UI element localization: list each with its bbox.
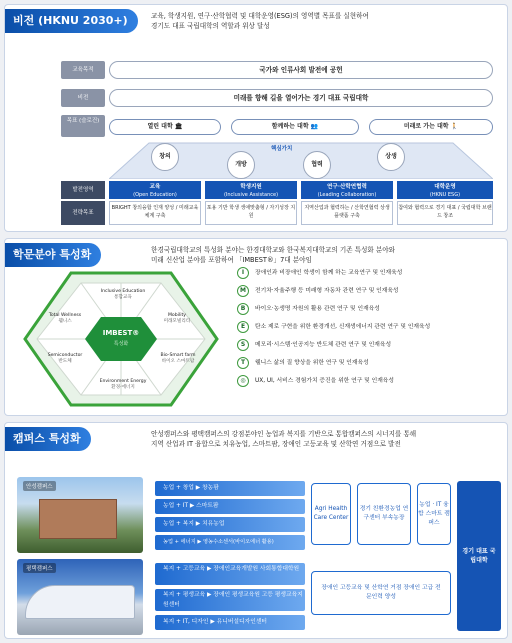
area-education: 교육 (Open Education) [109, 181, 201, 199]
eco-agri-center-box: 경기 친환경농업 연구센터 부속농장 [357, 483, 411, 545]
education-purpose: 국가와 인류사회 발전에 공헌 [109, 61, 493, 79]
area-research: 연구·산학연협력 (Leading Collaboration) [301, 181, 393, 199]
area-student: 학생지원 (Inclusive Assistance) [205, 181, 297, 199]
strategy-research: 지역산업과 협력하는 / 산학연협력 상생플랫폼 구축 [301, 201, 393, 225]
campus-intro: 안성캠퍼스와 평택캠퍼스의 강점분야인 농업과 복지를 기반으로 통합캠퍼스의 시너지를 통해 지역 산업과 IT 융합으로 치유농업, 스마트팜, 장애인 고등교육 및 산학연 거점으로 발전 [151, 430, 417, 448]
hex-label-mobility: Mobility 미래모빌리티 [163, 313, 191, 324]
core-values-title: 핵심가치 [271, 146, 293, 152]
hex-center-sub: 특성화 [113, 341, 129, 347]
building-icon: 🏛 [174, 123, 183, 130]
pyeongtaek-building [25, 585, 135, 619]
academic-header: 학문분야 특성화 [5, 243, 101, 267]
item-bio: B 바이오·농생명 자원의 활용 관련 연구 및 인재육성 [237, 303, 380, 315]
campus-header: 캠퍼스 특성화 [5, 427, 91, 451]
hex-label-wellness: Total Wellness 웰니스 [48, 313, 82, 324]
value-openness: 개방 [227, 151, 255, 179]
strategy-label: 전략목표 [61, 201, 105, 225]
area-operation: 대학운영 (HKNU ESG) [397, 181, 493, 199]
strategy-student: 포용 기반 학생 생애맞춤형 / 자기성장 지원 [205, 201, 297, 225]
gyeonggi-flagship-box: 경기 대표 국립대학 [457, 481, 501, 631]
item-inclusive: I 장애인과 비장애인 학생이 함께 하는 교육연구 및 인재육성 [237, 267, 402, 279]
anseong-program-1: 농업 + 창업 ▶ 창농팜 [155, 481, 305, 496]
value-coexistence: 상생 [377, 143, 405, 171]
hex-label-bio: Bio-Smart farm 바이오 스마트팜 [160, 353, 196, 364]
anseong-campus-photo [17, 477, 143, 553]
row-label-goal: 목표 (슬로건) [61, 115, 105, 137]
anseong-program-2: 농업 + IT ▶ 스마트팜 [155, 499, 305, 514]
anseong-building [39, 499, 117, 539]
area-label: 발전영역 [61, 181, 105, 199]
pyeongtaek-campus-photo [17, 559, 143, 635]
vision-header: 비전 (HKNU 2030+) [5, 9, 138, 33]
goal-together: 함께하는 대학 👥 [231, 119, 359, 135]
vision-intro: 교육, 학생지원, 연구·산학협력 및 대학운영(ESG)의 영역별 목표를 실현하여 경기도 대표 국립대학의 역할과 위상 달성 [151, 12, 369, 30]
pyeongtaek-program-3: 복지 + IT, 디자인 ▶ 유니버설디자인센터 [155, 615, 305, 630]
vision-statement: 미래를 향해 길을 열어가는 경기 대표 국립대학 [109, 89, 493, 107]
row-label-purpose: 교육목적 [61, 61, 105, 79]
row-label-vision: 비전 [61, 89, 105, 107]
agri-health-care-box: Agri Health Care Center [311, 483, 351, 545]
goal-open: 열린 대학 🏛 [109, 119, 221, 135]
value-cooperation: 협력 [303, 151, 331, 179]
item-environment: E 탄소 제로 구현을 위한 환경개선, 신재생에너지 관련 연구 및 인재육성 [237, 321, 430, 333]
anseong-program-4: 농업 + 에너지 ▶ 영농수소센서(바이오에너 활용) [155, 535, 305, 550]
pyeongtaek-tag: 평택캠퍼스 [23, 563, 56, 573]
item-ux: ◎ UX, UI, 서비스 경험가치 증진을 위한 연구 및 인재육성 [237, 375, 394, 387]
people-icon: 👥 [310, 123, 319, 130]
hex-center-label: IMBEST® [102, 329, 140, 337]
strategy-operation: 참여와 협력으로 경기 대표 / 국립대학 브랜드 창조 [397, 201, 493, 225]
item-semiconductor: S 메모리·시스템·인공지능 반도체 관련 연구 및 인재육성 [237, 339, 391, 351]
person-icon: 🚶 [450, 123, 459, 130]
campus-section [4, 422, 508, 639]
hex-label-environment: Environment Energy 환경·에너지 [99, 379, 147, 390]
pyeongtaek-program-1: 복지 + 고등교육 ▶ 장애인교육개발원 사회통합대학원 [155, 563, 305, 585]
pyeongtaek-program-2: 복지 + 평생교육 ▶ 장애인 평생교육원 고등 평생교육지원센터 [155, 589, 305, 611]
disability-education-box: 장애인 고등교육 및 산학연 거점 장애인 고급 전문인력 양성 [311, 571, 451, 615]
hex-label-inclusive: Inclusive Education 통합교육 [100, 289, 146, 300]
anseong-program-3: 농업 + 복지 ▶ 치유농업 [155, 517, 305, 532]
hex-label-semiconductor: Semiconductor 반도체 [47, 353, 83, 364]
item-wellness: T 웰니스 삶의 질 향상을 위한 연구 및 인재육성 [237, 357, 369, 369]
academic-intro: 한경국립대학교의 특성화 분야는 한경대학교와 한국복지대학교의 기존 특성화 분야와 미래 신산업 분야를 포함하여 「IMBEST®」7대 분야임 [151, 246, 395, 264]
smart-campus-box: 농업 · IT 융합 스마트 캠퍼스 [417, 483, 451, 545]
academic-section [4, 238, 508, 416]
goal-future: 미래로 가는 대학 🚶 [369, 119, 493, 135]
strategy-education: BRIGHT 창의융합 인재 양성 / 미래교육체계 구축 [109, 201, 201, 225]
value-creativity: 창의 [151, 143, 179, 171]
anseong-tag: 안성캠퍼스 [23, 481, 56, 491]
vision-section [4, 4, 508, 232]
item-mobility: M 전기차·자율주행 등 미래형 자동차 관련 연구 및 인재육성 [237, 285, 399, 297]
